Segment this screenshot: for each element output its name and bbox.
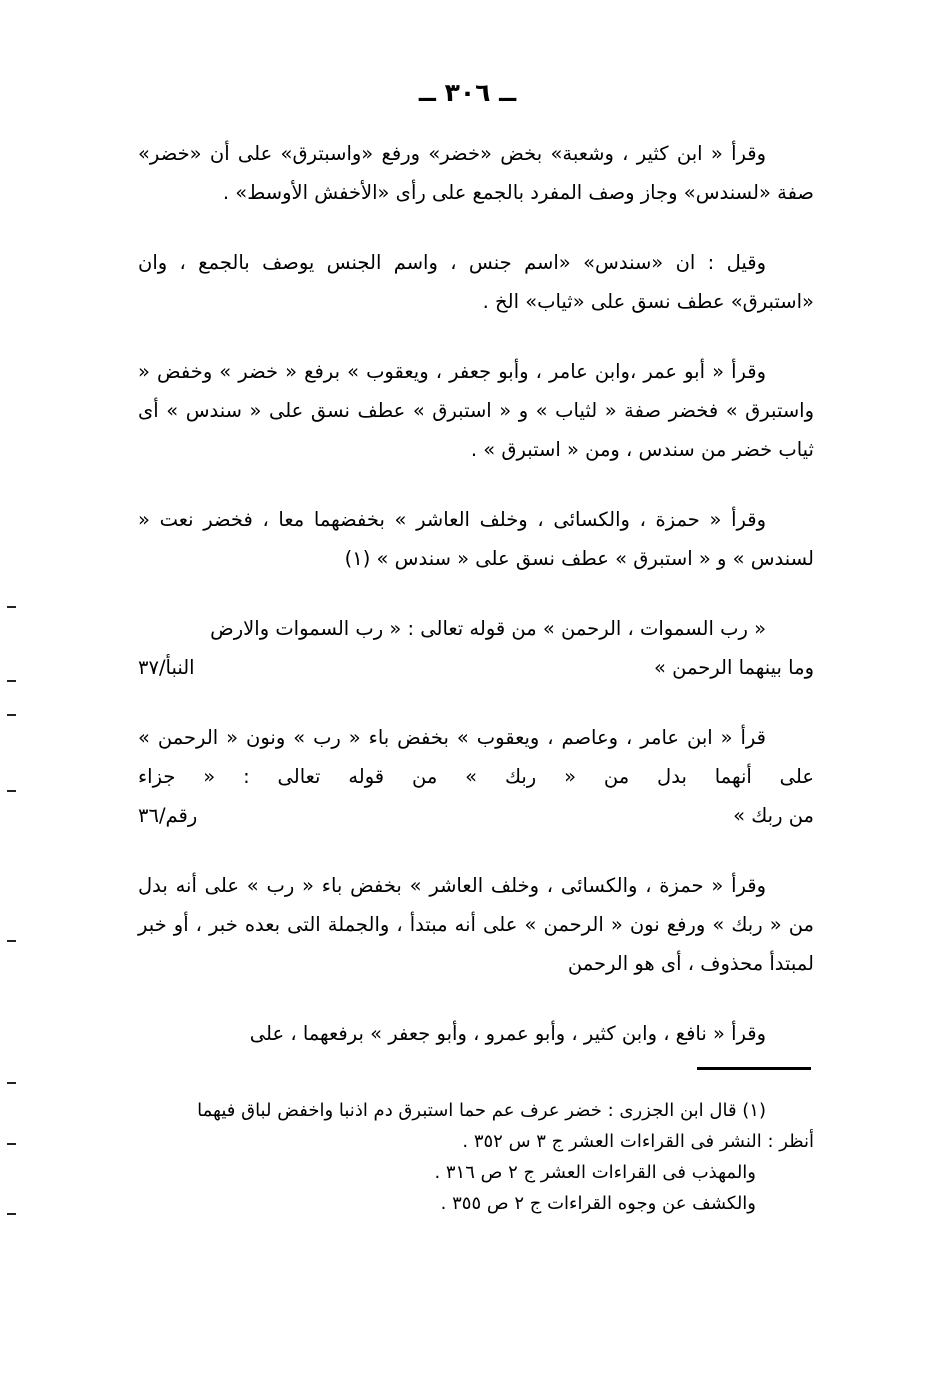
paragraph-2: وقيل : ان «سندس» «اسم جنس ، واسم الجنس يوصف بالجمع ، وان «استبرق» عطف نسق على «ثياب» الخ . [138, 251, 814, 313]
verse-reference: النبأ/٣٧ [138, 656, 195, 679]
paragraph-1: وقرأ « ابن كثير ، وشعبة» بخض «خضر» ورفع «واسبترق» على أن «خضر» صفة «لسندس» وجاز وصف المفرد بالجمع على رأى «الأخفش الأوسط» . [138, 142, 814, 204]
verse-quote [138, 609, 814, 687]
paragraph-6: وقرأ « حمزة ، والكسائى ، وخلف العاشر » بخفض باء « رب » على أنه بدل من « ربك » ورفع نون « الرحمن » على أنه مبتدأ ، والجملة التى بعده خبر ، أو خبر لمبتدأ محذوف ، أى هو الرحمن [138, 874, 814, 975]
paragraph-5-reference: رقم/٣٦ [138, 804, 198, 827]
paragraph-7: وقرأ « نافع ، وابن كثير ، وأبو عمرو ، وأبو جعفر » برفعهما ، على [249, 1022, 766, 1045]
footnote-reference-1: أنظر : النشر فى القراءات العشر ج ٣ س ٣٥٢ . [462, 1131, 814, 1152]
page-number: ــ ٣٠٦ ــ [418, 78, 517, 107]
margin-mark [7, 790, 16, 792]
verse-line-1: « رب السموات ، الرحمن » من قوله تعالى : « رب السموات والارض [210, 617, 766, 640]
footnotes [138, 1095, 814, 1219]
margin-mark [7, 680, 16, 682]
margin-mark [7, 714, 16, 716]
margin-mark [7, 1213, 16, 1215]
footnote-divider [697, 1067, 811, 1070]
footnote-reference-2: والمهذب فى القراءات العشر ج ٢ ص ٣١٦ . [434, 1162, 756, 1183]
verse-text: وما بينهما الرحمن » [653, 656, 814, 679]
footnote-1: (١) قال ابن الجزرى : خضر عرف عم حما استبرق دم اذنبا واخفض لباق فيهما [197, 1100, 766, 1121]
footnote-reference-3: والكشف عن وجوه القراءات ج ٢ ص ٣٥٥ . [440, 1193, 756, 1214]
verse-line-2 [138, 648, 814, 687]
paragraph-5-text: قرأ « ابن عامر ، وعاصم ، ويعقوب » بخفض باء « رب » ونون « الرحمن » على أنهما بدل من « ربك » من قوله تعالى : « جزاء [138, 726, 814, 788]
paragraph-3: وقرأ « أبو عمر ،وابن عامر ، وأبو جعفر ، ويعقوب » برفع « خضر » وخفض « واستبرق » فخضر صفة « لثياب » و « استبرق » عطف نسق على « سندس » أى ثياب خضر من سندس ، ومن « استبرق » . [138, 360, 814, 461]
paragraph-5-last-line [138, 796, 814, 835]
margin-mark [7, 606, 16, 608]
margin-mark [7, 940, 16, 942]
body-text [138, 134, 814, 1084]
margin-mark [7, 1082, 16, 1084]
margin-mark [7, 1143, 16, 1145]
paragraph-5-last-text: من ربك » [733, 804, 814, 827]
paragraph-4: وقرأ « حمزة ، والكسائى ، وخلف العاشر » بخفضهما معا ، فخضر نعت « لسندس » و « استبرق » عطف نسق على « سندس » (١) [138, 508, 814, 570]
paragraph-5 [138, 718, 814, 835]
